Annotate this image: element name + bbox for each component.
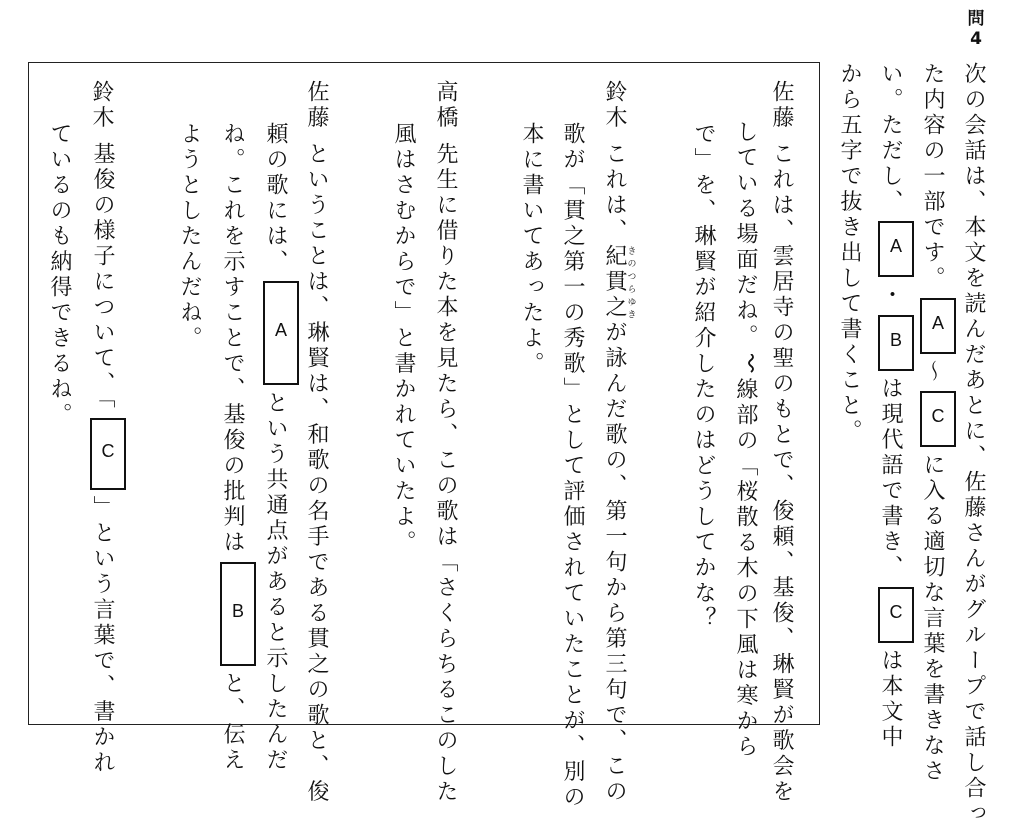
ruby-ki-no-tsurayuki: 紀貫之きのつらゆき bbox=[602, 244, 636, 321]
takahashi1-line-2: 風はさむからで」と書かれていたよ。 bbox=[391, 122, 416, 556]
answer-box-c-label: C bbox=[931, 406, 945, 426]
sato2-line-3 bbox=[220, 122, 256, 774]
suzuki2-line-1 bbox=[90, 142, 126, 776]
answer-box-a-label: A bbox=[274, 320, 287, 340]
sato2-line-2-text: 頼の歌には、 bbox=[263, 122, 288, 275]
question-line-2-tail: に入る適切な言葉を書きなさ bbox=[920, 453, 945, 785]
answer-box-a bbox=[263, 281, 299, 385]
question-line-2-text: た内容の一部です。 bbox=[920, 62, 945, 292]
sato2-line-2-tail: という共通点があると示したんだ bbox=[263, 391, 288, 774]
sato1-line-2-text: している場面だね。 bbox=[733, 120, 758, 350]
speaker-suzuki-2: 鈴木 bbox=[89, 80, 114, 131]
question-line-2 bbox=[920, 62, 956, 785]
speaker-sato-2: 佐藤 bbox=[304, 80, 329, 131]
sato1-line-3: で」を、琳賢が紹介したのはどうしてかな？ bbox=[691, 122, 716, 632]
answer-box-b-label: B bbox=[889, 329, 902, 350]
question-label-number: 4 bbox=[970, 28, 982, 49]
answer-box-a-label: A bbox=[931, 312, 944, 333]
answer-box-c bbox=[878, 587, 914, 643]
suzuki1-line-2: 歌が「貫之第一の秀歌」として評価されていたことが、別の bbox=[560, 122, 585, 811]
sato2-line-4: ようとしたんだね。 bbox=[177, 122, 202, 352]
answer-box-a-label: A bbox=[889, 236, 902, 256]
suzuki1-line-1-text: これは、 bbox=[602, 142, 627, 244]
sato2-line-3-text: ね。これを示すことで、基俊の批判は bbox=[220, 122, 245, 556]
speaker-sato-1: 佐藤 bbox=[769, 80, 794, 131]
suzuki1-line-1-tail: が詠んだ歌の、第一句から第三句で、この bbox=[602, 320, 627, 805]
wavy-line-mark bbox=[746, 354, 756, 374]
suzuki2-line-1-tail: 」という言葉で、書かれ bbox=[90, 495, 115, 776]
answer-box-b-label: B bbox=[231, 600, 244, 621]
answer-box-b bbox=[220, 562, 256, 666]
answer-box-c bbox=[90, 418, 126, 490]
question-line-1: 次の会話は、本文を読んだあとに、佐藤さんがグループで話し合っ bbox=[961, 62, 986, 827]
question-line-3-tail: は本文中 bbox=[878, 648, 903, 751]
answer-box-c-label: C bbox=[101, 440, 115, 461]
question-line-3-mid: は現代語で書き、 bbox=[878, 376, 903, 581]
question-line-4: から五字で抜き出して書くこと。 bbox=[837, 62, 862, 445]
question-line-3-text: い。ただし、 bbox=[878, 62, 903, 215]
sato2-line-3-tail: と、伝え bbox=[220, 671, 245, 774]
sato1-line-1: これは、雲居寺の聖のもとで、俊頼、基俊、琳賢が歌会を bbox=[769, 142, 794, 805]
question-label-kanji: 問 bbox=[967, 9, 985, 29]
sato1-line-2 bbox=[734, 120, 756, 760]
range-tilde: 〜 bbox=[920, 359, 945, 385]
separator-dot: ・ bbox=[878, 283, 903, 309]
suzuki2-line-1-text: 基俊の様子について、「 bbox=[90, 142, 115, 412]
answer-box-c-label: C bbox=[889, 601, 903, 622]
suzuki1-line-1 bbox=[603, 142, 636, 805]
speaker-takahashi-1: 高橋 bbox=[433, 80, 458, 131]
answer-box-a bbox=[920, 298, 956, 354]
sato2-line-2 bbox=[263, 122, 299, 774]
question-number bbox=[964, 10, 988, 49]
sato2-line-1: ということは、琳賢は、和歌の名手である貫之の歌と、俊 bbox=[304, 142, 329, 805]
sato1-line-2-tail: 線部の「桜散る木の下風は寒から bbox=[733, 377, 758, 760]
takahashi1-line-1: 先生に借りた本を見たら、この歌は「さくらちるこのした bbox=[433, 142, 458, 805]
answer-box-c bbox=[920, 391, 956, 447]
answer-box-b bbox=[878, 315, 914, 371]
answer-box-a bbox=[878, 221, 914, 277]
speaker-suzuki-1: 鈴木 bbox=[602, 80, 627, 131]
suzuki2-line-2: ているのも納得できるね。 bbox=[47, 122, 72, 428]
ruby-reading: きのつらゆき bbox=[625, 244, 636, 321]
question-line-3 bbox=[878, 62, 914, 751]
suzuki1-line-3: 本に書いてあったよ。 bbox=[519, 122, 544, 377]
